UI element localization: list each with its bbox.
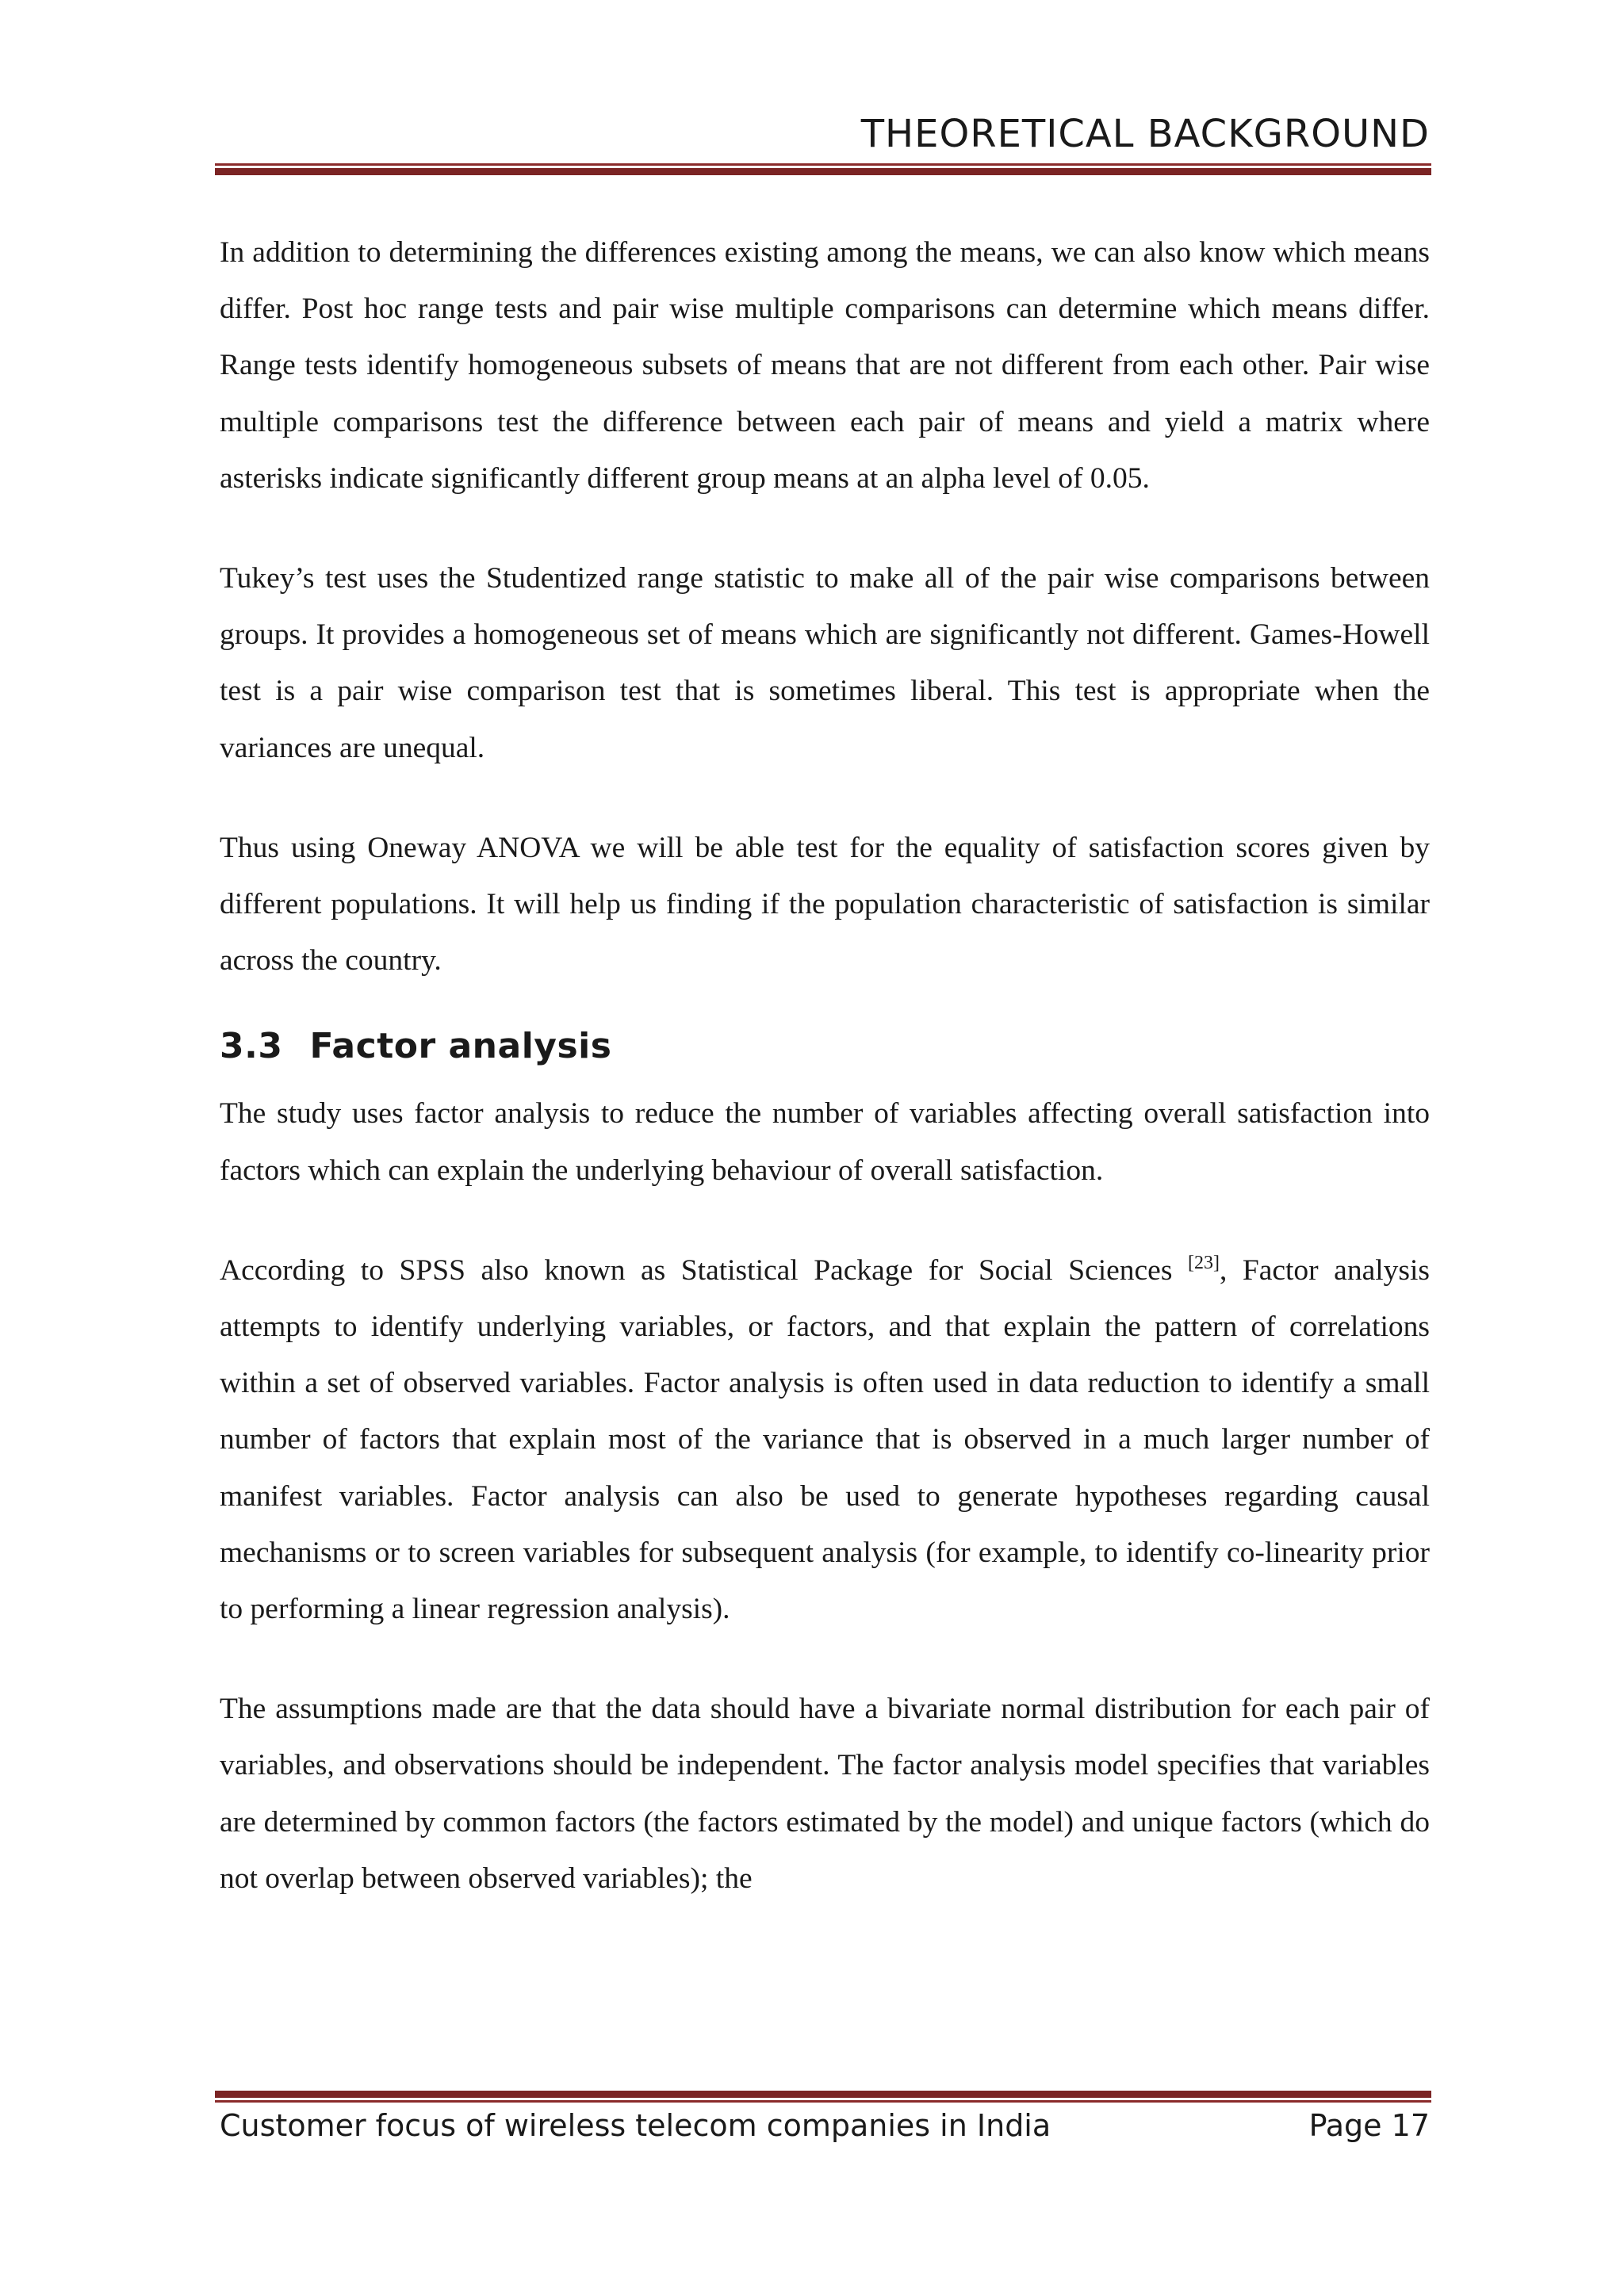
page-number: Page 17 bbox=[1308, 2108, 1430, 2143]
page-body bbox=[220, 224, 1430, 1907]
section-number: 3.3 bbox=[220, 1026, 283, 1067]
paragraph-spss-definition bbox=[220, 1242, 1430, 1637]
paragraph-oneway-anova: Thus using Oneway ANOVA we will be able test for the equality of satisfaction scores given by different populations. It will help us finding if the population characteristic of satisfaction is similar across the country. bbox=[220, 831, 1430, 978]
section-title: Factor analysis bbox=[309, 1026, 612, 1067]
footer-document-title: Customer focus of wireless telecom companies in India bbox=[220, 2108, 1051, 2143]
header-rule bbox=[215, 163, 1431, 175]
running-header: THEORETICAL BACKGROUND bbox=[860, 112, 1430, 156]
paragraph-post-hoc-tests: In addition to determining the differences existing among the means, we can also know which means differ. Post hoc range tests and pair wise multiple comparisons can determine which means differ. Range tests identify homogeneous subsets of means that are not different from each other. Pair wise multiple comparisons test the difference between each pair of means and yield a matrix where asterisks indicate significantly different group means at an alpha level of 0.05. bbox=[220, 236, 1430, 495]
paragraph-factor-analysis-intro: The study uses factor analysis to reduce the number of variables affecting overall satisfaction into factors which can explain the underlying behaviour of overall satisfaction. bbox=[220, 1097, 1430, 1187]
section-heading bbox=[220, 1018, 1430, 1074]
page-footer bbox=[220, 2110, 1430, 2141]
paragraph-assumptions: The assumptions made are that the data should have a bivariate normal distribution for each pair of variables, and observations should be independent. The factor analysis model specifies that variables are determined by common factors (the factors estimated by the model) and unique factors (which do not overlap between observed variables); the bbox=[220, 1693, 1430, 1895]
footer-rule bbox=[215, 2091, 1431, 2103]
spss-text-before-reference: According to SPSS also known as Statistical Package for Social Sciences bbox=[220, 1253, 1188, 1287]
paragraph-tukey-test: Tukey’s test uses the Studentized range statistic to make all of the pair wise comparisons between groups. It provides a homogeneous set of means which are significantly not different. Games-Howell test is a pair wise comparison test that is sometimes liberal. This test is appropriate when the variances are unequal. bbox=[220, 562, 1430, 764]
citation-reference: [23] bbox=[1187, 1252, 1220, 1273]
spss-text-after-reference: , Factor analysis attempts to identify underlying variables, or factors, and that explain the pattern of correlations within a set of observed variables. Factor analysis is often used in data reduction to identify a small number of factors that explain most of the variance that is observed in a much larger number of manifest variables. Factor analysis can also be used to generate hypotheses regarding causal mechanisms or to screen variables for subsequent analysis (for example, to identify co-linearity prior to performing a linear regression analysis). bbox=[220, 1253, 1430, 1626]
